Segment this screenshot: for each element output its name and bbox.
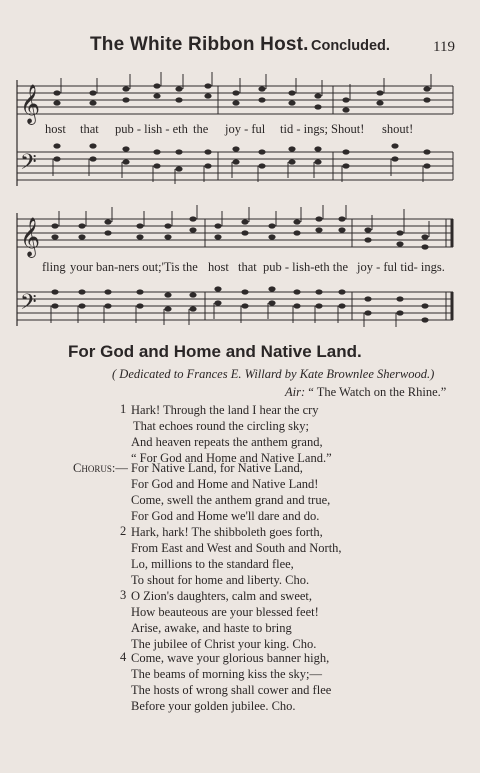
lyric-syllable: shout! bbox=[382, 122, 414, 136]
verse-number: 4 bbox=[120, 650, 127, 664]
bass-clef-icon: 𝄢 bbox=[20, 290, 37, 319]
verse-line: For God and Home and Native Land! bbox=[131, 477, 319, 491]
header-concluded-label: Concluded. bbox=[311, 38, 390, 54]
lyric-syllable: host bbox=[208, 260, 229, 274]
verse-line: O Zion's daughters, calm and sweet, bbox=[131, 589, 313, 603]
treble-staff-1 bbox=[17, 86, 453, 114]
stanza-4 bbox=[131, 650, 331, 714]
verse-line: Lo, millions to the standard flee, bbox=[131, 557, 294, 571]
bass-clef-icon: 𝄢 bbox=[20, 150, 37, 179]
verse-line: And heaven repeats the anthem grand, bbox=[131, 435, 323, 449]
stanza-2 bbox=[131, 524, 342, 588]
verse-line: “ For God and Home and Native Land.” bbox=[131, 451, 332, 465]
song-title: For God and Home and Native Land. bbox=[68, 342, 362, 361]
stanza-1 bbox=[131, 402, 332, 466]
verse-line: Arise, awake, and haste to bring bbox=[131, 621, 292, 635]
verse-line: The beams of morning kiss the sky;— bbox=[131, 667, 322, 681]
verse-line: Come, swell the anthem grand and true, bbox=[131, 493, 331, 507]
lyric-syllable: host bbox=[45, 122, 66, 136]
chorus bbox=[131, 460, 330, 524]
song-dedication: ( Dedicated to Frances E. Willard by Kate Brownlee Sherwood.) bbox=[112, 367, 435, 381]
lyric-syllable: joy - ful tid- ings. bbox=[357, 260, 445, 274]
lyric-syllable: the bbox=[193, 122, 209, 136]
verse-number: 2 bbox=[120, 524, 127, 538]
lyric-syllable: that bbox=[80, 122, 99, 136]
verse-line: Hark, hark! The shibboleth goes forth, bbox=[131, 525, 323, 539]
lyric-syllable: fling bbox=[42, 260, 66, 274]
verse-line: Before your golden jubilee. Cho. bbox=[131, 699, 296, 713]
verse-line: For God and Home we'll dare and do. bbox=[131, 509, 320, 523]
treble-clef-icon: 𝄞 bbox=[20, 219, 41, 256]
lyric-syllable: joy - ful bbox=[225, 122, 266, 136]
air-label: Air: bbox=[285, 385, 306, 399]
song-air bbox=[285, 385, 446, 400]
page-header-title: The White Ribbon Host. bbox=[90, 34, 309, 55]
verse-line: From East and West and South and North, bbox=[131, 541, 342, 555]
verse-line: To shout for home and liberty. Cho. bbox=[131, 573, 310, 587]
verse-line: How beauteous are your blessed feet! bbox=[131, 605, 319, 619]
lyric-syllable: tid - ings; Shout! bbox=[280, 122, 365, 136]
bass-staff-1 bbox=[17, 152, 453, 180]
lyric-syllable: pub - lish - eth bbox=[115, 122, 188, 136]
verse-line: The hosts of wrong shall cower and flee bbox=[131, 683, 332, 697]
lyric-syllable: that bbox=[238, 260, 257, 274]
treble-staff-2 bbox=[17, 219, 453, 247]
treble-clef-icon: 𝄞 bbox=[20, 86, 41, 123]
lyric-syllable: your ban-ners out;'Tis the bbox=[70, 260, 198, 274]
verse-line: The jubilee of Christ your king. Cho. bbox=[131, 637, 317, 651]
verse-number: 1 bbox=[120, 402, 127, 416]
verse-line: For Native Land, for Native Land, bbox=[131, 461, 303, 475]
verse-line: Come, wave your glorious banner high, bbox=[131, 651, 330, 665]
chorus-label: Chorus:— bbox=[73, 461, 128, 475]
air-tune: “ The Watch on the Rhine.” bbox=[308, 385, 447, 399]
page-number: 119 bbox=[433, 39, 455, 55]
verse-line: Hark! Through the land I hear the cry bbox=[131, 403, 319, 417]
lyric-syllable: pub - lish-eth the bbox=[263, 260, 349, 274]
verse-number: 3 bbox=[120, 588, 127, 602]
stanza-3 bbox=[131, 588, 319, 652]
verse-line: That echoes round the circling sky; bbox=[133, 419, 309, 433]
